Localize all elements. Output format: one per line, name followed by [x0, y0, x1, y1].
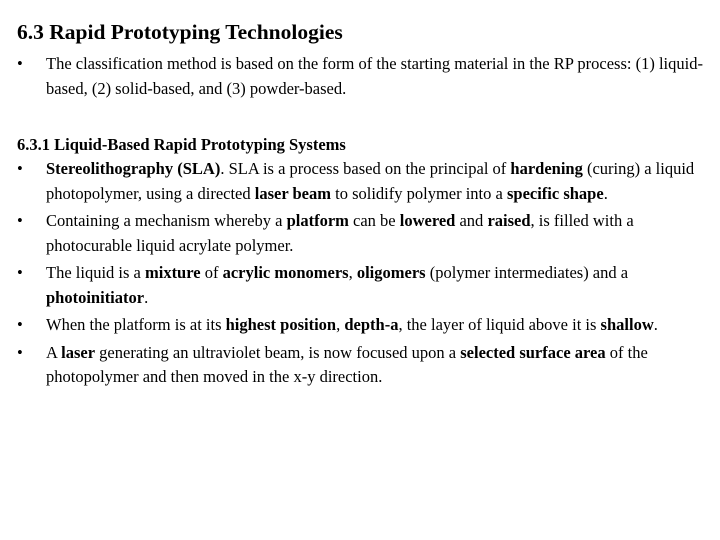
bullet-text: of: [200, 263, 223, 282]
bullet-text: of the photopolymer and then moved in the x-y direction.: [46, 342, 648, 386]
bullet-marker: •: [17, 211, 23, 230]
bullet-item: [17, 261, 707, 310]
bold-term: photoinitiator: [46, 287, 145, 307]
bullet-text: .: [603, 183, 608, 203]
intro-section: [17, 52, 707, 101]
bullet-marker: •: [17, 263, 23, 282]
slide-title: 6.3 Rapid Prototyping Technologies: [17, 20, 343, 44]
bullet-text: and: [455, 211, 488, 230]
bullet-text: (curing) a liquid photopolymer, using a directed: [46, 159, 695, 203]
bullet-item: [17, 209, 707, 258]
intro-bullet-list: [17, 52, 707, 101]
bold-term: shallow: [600, 315, 654, 334]
bold-term: lowered: [399, 211, 456, 230]
bullet-text: .: [144, 287, 149, 307]
bullet-text: generating an ultraviolet beam, is now focused upon a: [95, 342, 461, 362]
bullet-text: ,: [336, 315, 345, 334]
bullet-text: . SLA is a process based on the principal of: [220, 159, 511, 178]
bold-term: raised: [487, 211, 531, 230]
bullet-marker: •: [17, 54, 23, 73]
bullet-item: [17, 341, 707, 390]
bullet-item: [17, 313, 707, 338]
bullet-text: A: [46, 342, 62, 362]
bold-term: mixture: [144, 263, 201, 282]
bullet-text: (polymer intermediates) and a: [425, 263, 629, 282]
bold-term: laser: [61, 342, 96, 362]
bold-term: specific shape: [506, 183, 604, 203]
bullet-text: When the platform is at its: [46, 315, 226, 334]
bullet-text: , the layer of liquid above it is: [398, 315, 601, 334]
bold-term: oligomers: [356, 263, 426, 282]
bold-term: laser beam: [254, 183, 331, 203]
bullet-text: can be: [348, 211, 400, 230]
bold-term: selected surface area: [460, 342, 606, 362]
section-heading: 6.3.1 Liquid-Based Rapid Prototyping Systems: [17, 135, 346, 154]
bold-term: highest position: [225, 315, 337, 334]
bold-term: depth-a: [344, 315, 399, 334]
bullet-text: , is filled with a photocurable liquid acrylate polymer.: [46, 211, 634, 255]
bullet-text: to solidify polymer into a: [330, 183, 507, 203]
bullet-text: The classification method is based on the form of the starting material in the RP process: (1) liquid-based, (2) solid-based, and (3) powder-based.: [46, 54, 703, 98]
bullet-marker: •: [17, 315, 23, 334]
bold-term: hardening: [510, 159, 583, 178]
bullet-item: [17, 157, 707, 206]
bold-term: platform: [286, 211, 349, 230]
liquid-based-section: [17, 133, 707, 393]
bold-term: acrylic monomers: [222, 263, 349, 282]
bullet-text: .: [653, 315, 658, 334]
section-bullet-list: [17, 157, 707, 390]
bullet-item: [17, 52, 707, 101]
bullet-marker: •: [17, 342, 23, 362]
bullet-text: ,: [348, 263, 357, 282]
bullet-text: Containing a mechanism whereby a: [46, 211, 287, 230]
bullet-text: The liquid is a: [46, 263, 145, 282]
bold-term: Stereolithography (SLA): [46, 159, 221, 178]
bullet-marker: •: [17, 159, 23, 178]
